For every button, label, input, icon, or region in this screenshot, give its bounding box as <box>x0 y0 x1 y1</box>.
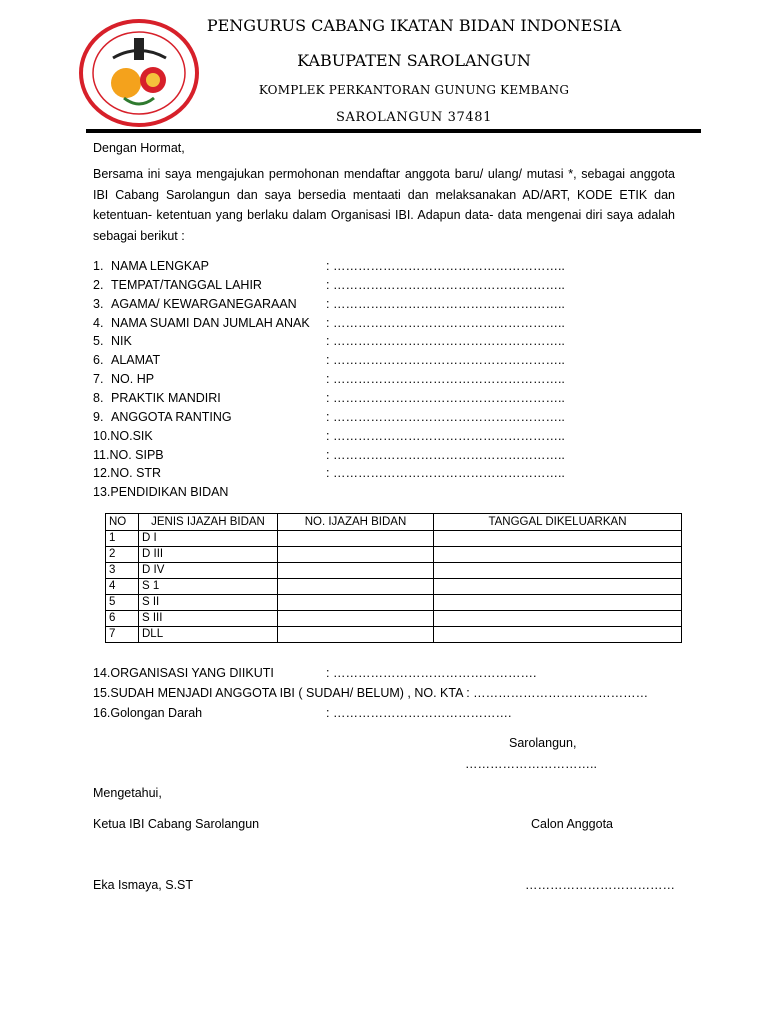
field-label: AGAMA/ KEWARGANEGARAAN <box>111 296 297 311</box>
form-field-row <box>93 276 565 295</box>
form-field-row <box>93 351 565 370</box>
signature-date-line[interactable]: ………………………….. <box>465 757 597 771</box>
form-field-row <box>93 314 565 333</box>
field-number: 7. <box>93 372 104 387</box>
table-row <box>106 627 682 643</box>
field-organisasi <box>93 664 537 683</box>
table-row <box>106 547 682 563</box>
row-jenis: D IV <box>139 563 278 579</box>
letterhead-line-4: SAROLANGUN 37481 <box>336 110 492 125</box>
field-label: 14.ORGANISASI YANG DIIKUTI <box>93 666 274 680</box>
field-label: ALAMAT <box>111 353 161 368</box>
intro-paragraph: Bersama ini saya mengajukan permohonan mendaftar anggota baru/ ulang/ mutasi *, sebagai anggota IBI Cabang Sarolangun dan saya bersedia mentaati dan melaksanakan AD/ART, KODE ETIK dan ketentuan- ketentuan yang berlaku dalam Organisasi IBI. Adapun data- data mengenai diri saya adalah sebagai berikut : <box>93 167 675 243</box>
form-field-row <box>93 332 565 351</box>
form-field-row <box>93 464 565 483</box>
form-field-row <box>93 370 565 389</box>
field-value[interactable]: : ……………………………………………….. <box>326 428 565 443</box>
row-no-ijazah[interactable] <box>278 579 434 595</box>
form-field-row <box>93 446 565 465</box>
row-jenis: S III <box>139 611 278 627</box>
row-tanggal[interactable] <box>434 611 682 627</box>
row-no-ijazah[interactable] <box>278 531 434 547</box>
field-value[interactable]: : ……………………………………………….. <box>326 353 565 368</box>
header-no: NO <box>106 514 139 531</box>
field-label: 16.Golongan Darah <box>93 706 203 720</box>
field-label: 10.NO.SIK <box>93 428 153 443</box>
field-label: 15.SUDAH MENJADI ANGGOTA IBI ( SUDAH/ BELUM) , NO. KTA : …………………………………… <box>93 686 649 700</box>
table-header-row <box>106 514 682 531</box>
row-jenis: S II <box>139 595 278 611</box>
field-golongan-darah <box>93 704 512 723</box>
row-no: 6 <box>106 611 139 627</box>
field-value[interactable]: : ……………………………………………….. <box>326 296 565 311</box>
field-number: 1. <box>93 259 104 273</box>
field-label: 12.NO. STR <box>93 466 162 481</box>
table-row <box>106 611 682 627</box>
candidate-title: Calon Anggota <box>531 817 614 831</box>
row-tanggal[interactable] <box>434 579 682 595</box>
field-label: PRAKTIK MANDIRI <box>111 390 221 405</box>
table-row <box>106 595 682 611</box>
form-field-row <box>93 389 565 408</box>
form-field-row <box>93 257 565 276</box>
signature-place: Sarolangun, <box>509 736 577 750</box>
field-value[interactable]: : ……………………………………………….. <box>326 447 565 462</box>
letterhead-line-1: PENGURUS CABANG IKATAN BIDAN INDONESIA <box>206 16 622 35</box>
row-tanggal[interactable] <box>434 563 682 579</box>
table-row <box>106 531 682 547</box>
form-field-row <box>93 483 228 502</box>
form-field-row <box>93 295 565 314</box>
letterhead-divider <box>86 129 701 133</box>
table-row <box>106 563 682 579</box>
field-number: 5. <box>93 334 104 349</box>
row-no: 1 <box>106 531 139 547</box>
row-jenis: S 1 <box>139 579 278 595</box>
row-tanggal[interactable] <box>434 547 682 563</box>
field-value[interactable]: : ……………………………………………….. <box>326 315 565 330</box>
form-field-row <box>93 408 565 427</box>
field-label: TEMPAT/TANGGAL LAHIR <box>111 277 262 292</box>
field-label: NIK <box>111 334 132 349</box>
field-label: 13.PENDIDIKAN BIDAN <box>93 485 229 500</box>
field-number: 9. <box>93 409 104 424</box>
greeting: Dengan Hormat, <box>93 141 185 155</box>
row-no: 7 <box>106 627 139 643</box>
field-number: 8. <box>93 390 104 405</box>
row-no: 2 <box>106 547 139 563</box>
chair-name: Eka Ismaya, S.ST <box>93 878 194 892</box>
acknowledged-label: Mengetahui, <box>93 786 162 800</box>
row-no: 4 <box>106 579 139 595</box>
field-label: NAMA LENGKAP <box>111 259 209 273</box>
field-label: NAMA SUAMI DAN JUMLAH ANAK <box>111 315 310 330</box>
letterhead-line-2: KABUPATEN SAROLANGUN <box>297 51 531 70</box>
field-value[interactable]: : ……………………………………………….. <box>326 277 565 292</box>
row-jenis: DLL <box>139 627 278 643</box>
education-table <box>105 513 682 643</box>
field-value[interactable]: : ……………………………………………….. <box>326 334 565 349</box>
field-value[interactable]: : ……………………………………………….. <box>326 390 565 405</box>
row-jenis: D III <box>139 547 278 563</box>
field-value[interactable]: : ……………………………………………….. <box>326 372 565 387</box>
field-value[interactable]: : …………………………………………. <box>326 666 537 680</box>
field-number: 2. <box>93 277 104 292</box>
row-jenis: D I <box>139 531 278 547</box>
chair-title: Ketua IBI Cabang Sarolangun <box>93 817 260 831</box>
row-no-ijazah[interactable] <box>278 563 434 579</box>
row-no-ijazah[interactable] <box>278 547 434 563</box>
row-tanggal[interactable] <box>434 595 682 611</box>
row-no-ijazah[interactable] <box>278 611 434 627</box>
form-field-row <box>93 427 565 446</box>
header-jenis: JENIS IJAZAH BIDAN <box>139 514 278 531</box>
field-value[interactable]: : ……………………………………………….. <box>326 409 565 424</box>
field-value[interactable]: : ……………………………………………….. <box>326 466 565 481</box>
field-number: 4. <box>93 315 104 330</box>
row-no-ijazah[interactable] <box>278 627 434 643</box>
row-no: 5 <box>106 595 139 611</box>
row-no-ijazah[interactable] <box>278 595 434 611</box>
field-value[interactable]: : ……………………………………………….. <box>326 259 565 273</box>
header-no-ijazah: NO. IJAZAH BIDAN <box>278 514 434 531</box>
letterhead-line-3: KOMPLEK PERKANTORAN GUNUNG KEMBANG <box>258 83 570 97</box>
row-no: 3 <box>106 563 139 579</box>
table-row <box>106 579 682 595</box>
field-value[interactable]: : ……………………………………. <box>326 706 512 720</box>
field-anggota-ibi <box>93 684 648 703</box>
candidate-signature-line[interactable]: ……………………………… <box>525 878 675 892</box>
field-number: 3. <box>93 296 104 311</box>
field-number: 6. <box>93 353 104 368</box>
field-label: 11.NO. SIPB <box>93 447 164 462</box>
row-tanggal[interactable] <box>434 627 682 643</box>
header-tanggal: TANGGAL DIKELUARKAN <box>434 514 682 531</box>
field-label: ANGGOTA RANTING <box>111 409 232 424</box>
row-tanggal[interactable] <box>434 531 682 547</box>
field-label: NO. HP <box>111 372 155 387</box>
